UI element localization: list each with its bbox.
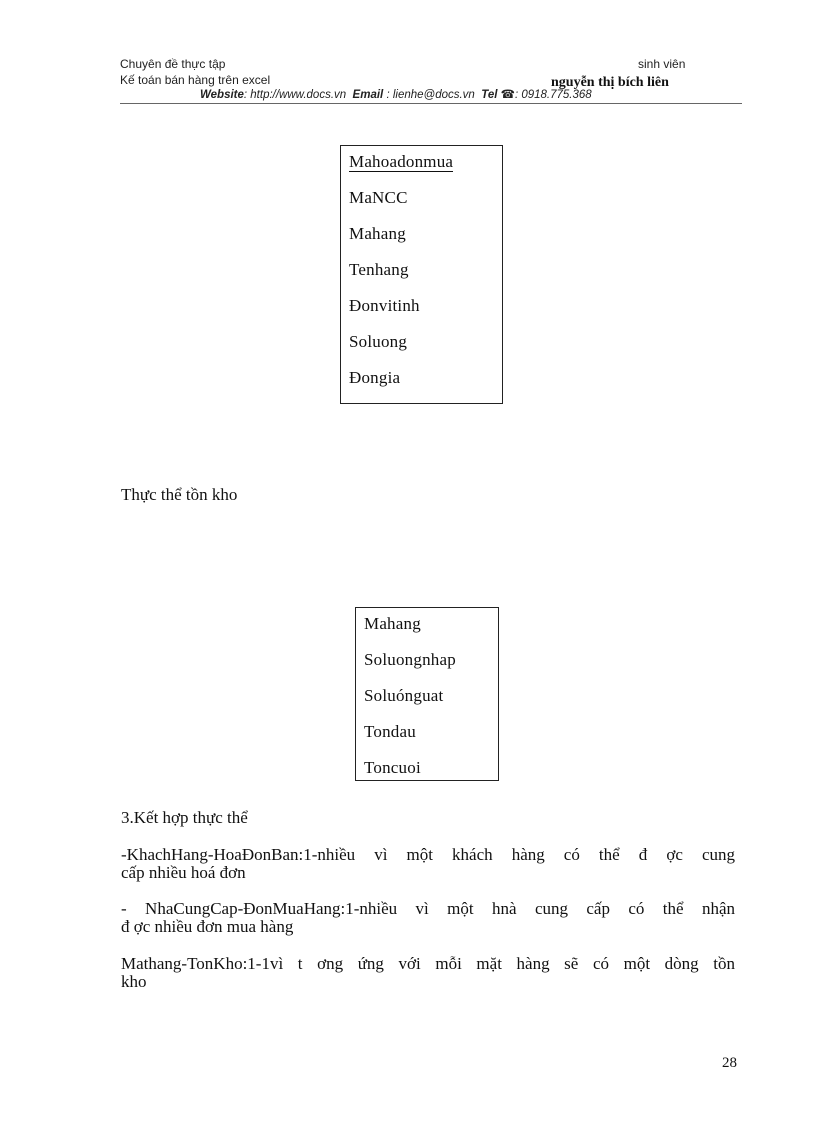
tel-value: : 0918.775.368 xyxy=(514,89,592,101)
header-topic: Kế toán bán hàng trên excel xyxy=(120,73,271,87)
field-soluongxuat: Soluónguat xyxy=(364,686,444,705)
field-mahang: Mahang xyxy=(364,614,421,633)
field-donvitinh: Đonvitinh xyxy=(349,296,420,315)
header-student-label: sinh viên xyxy=(638,57,686,71)
entity-hoadonmua-box xyxy=(340,145,503,404)
relationship-line: - NhaCungCap-ĐonMuaHang:1-nhiều vì một hnà cung cấp có thể nhận xyxy=(121,899,735,918)
header-contact-line xyxy=(200,90,592,102)
field-tondau: Tondau xyxy=(364,722,416,741)
relationship-line: -KhachHang-HoaĐonBan:1-nhiều vì một khách hàng có thể đ ợc cung xyxy=(121,845,735,864)
relationship-line: cấp nhiều hoá đơn xyxy=(121,863,246,882)
relationship-line: kho xyxy=(121,972,147,991)
heading-ket-hop-thuc-the: 3.Kết hợp thực thể xyxy=(121,808,248,827)
header-student-name: nguyễn thị bích liên xyxy=(551,75,669,90)
email-label: Email xyxy=(352,89,384,101)
website-label: Website xyxy=(200,89,244,101)
field-tenhang: Tenhang xyxy=(349,260,409,279)
field-mahang: Mahang xyxy=(349,224,406,243)
relationship-mathang-tonkho xyxy=(121,955,735,991)
page-number: 28 xyxy=(722,1055,737,1071)
field-mahoadonmua: Mahoadonmua xyxy=(349,152,454,171)
field-dongia: Đongia xyxy=(349,368,401,387)
field-soluong: Soluong xyxy=(349,332,408,351)
relationship-nhacungcap-donmuahang xyxy=(121,900,735,936)
website-value[interactable]: : http://www.docs.vn xyxy=(243,89,347,101)
header-course-title: Chuyên đề thực tập xyxy=(120,57,226,71)
relationship-khachhang-hoadonban xyxy=(121,846,735,882)
relationship-line: đ ợc nhiều đơn mua hàng xyxy=(121,917,294,936)
field-soluongnhap: Soluongnhap xyxy=(364,650,456,669)
entity-tonkho-box xyxy=(355,607,499,781)
phone-icon: ☎ xyxy=(500,89,515,101)
field-toncuoi: Toncuoi xyxy=(364,758,421,777)
tel-label: Tel xyxy=(481,89,498,101)
header-divider xyxy=(120,103,742,104)
relationship-line: Mathang-TonKho:1-1vì t ơng ứng với mỗi mặt hàng sẽ có một dòng tồn xyxy=(121,954,735,973)
field-mancc: MaNCC xyxy=(349,188,408,207)
heading-thuc-the-ton-kho: Thực thể tồn kho xyxy=(121,485,238,504)
email-value[interactable]: : lienhe@docs.vn xyxy=(386,89,475,101)
